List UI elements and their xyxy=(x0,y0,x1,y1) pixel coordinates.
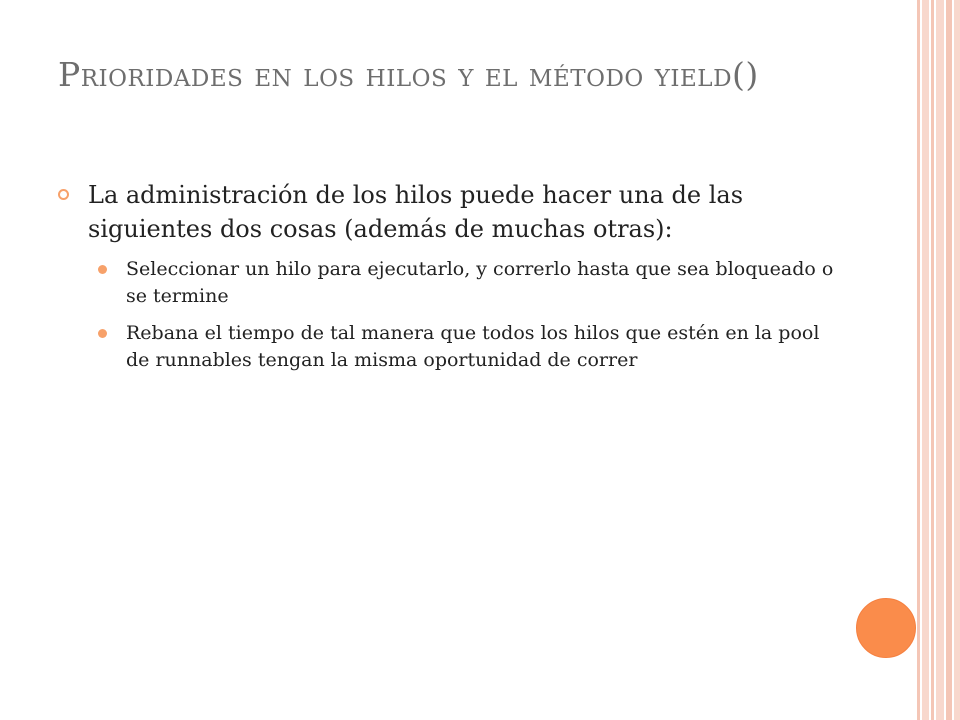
decorative-stripe xyxy=(936,0,944,720)
sub-bullet-text: Rebana el tiempo de tal manera que todos los hilos que estén en la pool de runnables tengan la misma oportunidad de correr xyxy=(126,322,820,371)
sub-bullet-text: Seleccionar un hilo para ejecutarlo, y correrlo hasta que sea bloqueado o se termine xyxy=(126,258,834,307)
decorative-circle xyxy=(856,598,916,658)
sub-bullet-item xyxy=(98,320,838,374)
dot-bullet-icon xyxy=(98,265,107,274)
bullet-text: La administración de los hilos puede hacer una de las siguientes dos cosas (además de muchas otras): xyxy=(88,181,744,243)
decorative-stripe xyxy=(954,0,960,720)
bullet-item xyxy=(58,178,838,246)
decorative-stripe xyxy=(922,0,929,720)
dot-bullet-icon xyxy=(98,329,107,338)
decorative-stripe xyxy=(931,0,934,720)
decorative-stripe xyxy=(946,0,952,720)
sub-bullet-item xyxy=(98,256,838,310)
slide-title: Prioridades en los hilos y el método yield() xyxy=(58,55,759,94)
bullet-list xyxy=(58,178,838,384)
ring-bullet-icon xyxy=(58,189,69,200)
decorative-stripe xyxy=(917,0,920,720)
sub-bullet-list xyxy=(98,256,838,374)
